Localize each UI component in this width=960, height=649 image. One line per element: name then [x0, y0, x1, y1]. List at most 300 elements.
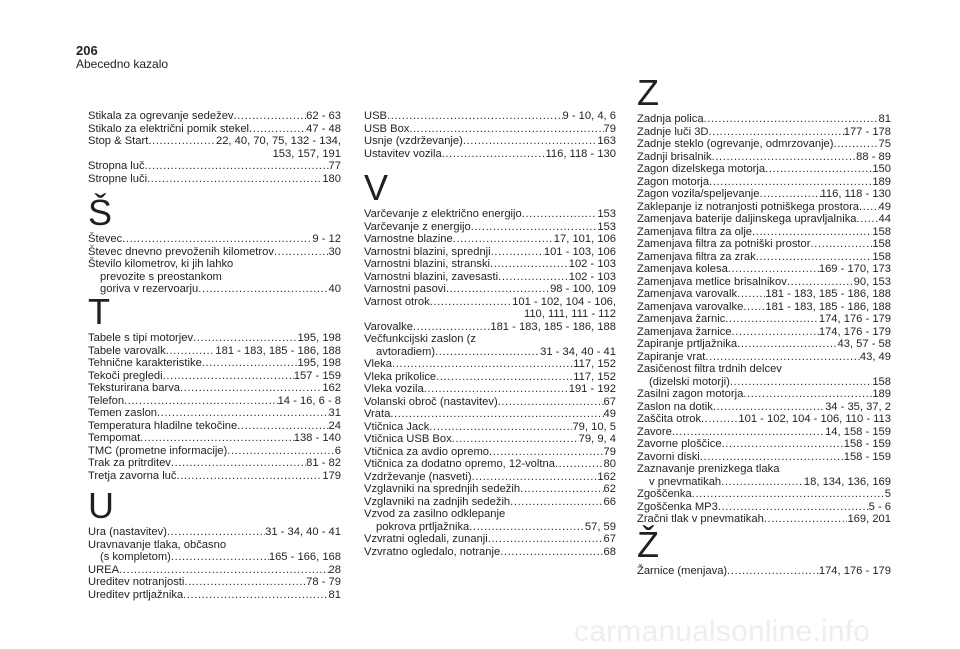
entry-pages: 181 - 183, 185 - 186, 188 [215, 344, 341, 357]
index-entry [88, 233, 341, 246]
dot-leader [453, 233, 554, 246]
entry-term: TMC (prometne informacije) [88, 444, 228, 457]
entry-pages: 78 - 79 [306, 576, 341, 588]
index-letter-heading: U [88, 485, 114, 526]
entry-term: Stop & Start [88, 135, 149, 147]
entry-pages: 43, 57 - 58 [837, 338, 891, 350]
entry-term: Zaslon na dotik [637, 400, 713, 413]
entry-pages: 180 [322, 172, 341, 185]
entry-pages: 191 - 192 [568, 383, 616, 395]
dot-leader [249, 123, 306, 136]
entry-term: Vleka [364, 358, 392, 370]
index-entry [637, 401, 891, 414]
dot-leader [430, 296, 512, 309]
entry-pages: 174, 176 - 179 [818, 565, 891, 577]
entry-term: Zavorni diski [637, 450, 700, 463]
entry-pages: 31 - 34, 40 - 41 [265, 526, 341, 538]
entry-term: Teksturirana barva [88, 382, 181, 394]
entry-term: Varčevanje z energijo [364, 220, 471, 233]
dot-leader [119, 564, 328, 577]
entry-pages: 6 [334, 444, 341, 457]
entry-pages: 47 - 48 [306, 122, 341, 135]
index-entry-heading: Zaznavanje prenizkega tlaka [637, 463, 780, 475]
entry-term: Zadnje steklo (ogrevanje, odmrzovanje) [637, 138, 834, 150]
entry-pages: 79, 10, 5 [572, 420, 616, 433]
index-entry [364, 110, 616, 123]
entry-pages: 57, 59 [584, 520, 616, 533]
dot-leader [787, 276, 854, 289]
entry-pages: 49 [603, 408, 616, 420]
index-letter-heading: T [88, 291, 110, 332]
entry-term: Trak za pritrditev [88, 457, 171, 469]
dot-leader [167, 526, 265, 539]
entry-pages-continued: 153, 157, 191 [272, 147, 341, 160]
entry-term: Zgoščenka MP3 [637, 500, 718, 513]
entry-pages: 138 - 140 [293, 432, 341, 444]
index-entry [637, 288, 891, 301]
index-entry [364, 371, 616, 384]
entry-pages: 177 - 178 [843, 125, 891, 138]
dot-leader [446, 283, 550, 296]
dot-leader [390, 408, 603, 421]
entry-term: Zadnje luči 3D [637, 125, 709, 138]
dot-leader [857, 213, 879, 226]
dot-leader [124, 395, 277, 408]
entry-pages: 116, 118 - 130 [545, 147, 616, 160]
index-entry [364, 221, 616, 234]
index-entry [364, 408, 616, 421]
entry-term: Varčevanje z električno energijo [364, 208, 522, 220]
entry-pages: 189 [872, 388, 891, 400]
entry-term: Zaščita otrok [637, 413, 702, 425]
entry-pages: 158 [872, 225, 891, 238]
entry-term: pokrova prtljažnika [376, 520, 470, 533]
dot-leader [765, 163, 872, 176]
index-entry [88, 110, 341, 123]
entry-term: Zamenjava metlice brisalnikov [637, 275, 787, 288]
index-entry [637, 351, 891, 364]
index-entry [88, 345, 341, 358]
entry-pages: 17, 101, 106 [553, 233, 616, 245]
index-entry [637, 338, 891, 351]
dot-leader [555, 458, 604, 471]
entry-pages: 31 [328, 407, 341, 419]
entry-pages: 158 - 159 [843, 450, 891, 463]
index-entry [364, 358, 616, 371]
index-entry-heading: Zasičenost filtra trdnih delcev [637, 363, 782, 375]
entry-term: Varnostni blazini, zavesasti [364, 270, 499, 283]
entry-pages: 153 [597, 208, 616, 220]
dot-leader [498, 396, 604, 409]
entry-term: Zagon motorja [637, 175, 710, 188]
dot-leader [442, 148, 546, 161]
entry-term: Zamenjava varovalk [637, 288, 738, 300]
entry-pages: 189 [872, 175, 891, 188]
entry-pages: 88 - 89 [856, 150, 891, 163]
index-entry [637, 326, 891, 339]
entry-term: Zamenjava varovalke [637, 300, 744, 313]
dot-leader [435, 346, 540, 359]
entry-pages: 77 [328, 160, 341, 172]
dot-leader [737, 288, 765, 301]
entry-term: Varnostni pasovi [364, 283, 446, 295]
entry-pages: 179 [322, 469, 341, 482]
entry-pages: 116, 118 - 130 [820, 188, 891, 200]
entry-pages: 66 [603, 495, 616, 508]
index-entry [364, 496, 616, 509]
dot-leader [713, 401, 825, 414]
index-entry [637, 301, 891, 314]
section-title: Abecedno kazalo [76, 57, 169, 71]
index-entry [364, 246, 616, 259]
entry-pages: 67 [603, 533, 616, 545]
index-entry [637, 488, 891, 501]
entry-pages: 162 [597, 470, 616, 483]
entry-term: Zagon vozila/speljevanje [637, 188, 760, 200]
entry-term: Tekoči pregledi [88, 369, 163, 382]
entry-term: Ura (nastavitev) [88, 526, 167, 538]
entry-pages: 31 - 34, 40 - 41 [540, 345, 616, 358]
entry-term: Zasilni zagon motorja [637, 388, 744, 400]
watermark: carmanualsonline.info [574, 615, 871, 648]
dot-leader [198, 283, 328, 296]
dot-leader [491, 246, 544, 259]
dot-leader [234, 110, 307, 123]
index-entry [637, 426, 891, 439]
index-entry [637, 201, 891, 214]
index-entry [88, 457, 341, 470]
dot-leader [452, 433, 579, 446]
index-entry [88, 526, 341, 539]
dot-leader [488, 533, 604, 546]
entry-term: Zavore [637, 425, 672, 438]
index-entry [88, 407, 341, 420]
index-entry-heading: Vzvod za zasilno odklepanje [364, 508, 506, 520]
dot-leader [704, 113, 879, 126]
dot-leader [701, 413, 738, 426]
entry-pages: 174, 176 - 179 [818, 313, 891, 325]
entry-pages: 102 - 103 [568, 258, 616, 270]
dot-leader [171, 457, 306, 470]
entry-term: Vzglavniki na sprednjih sedežih [364, 483, 521, 495]
index-entry [88, 576, 341, 589]
dot-leader [471, 221, 598, 234]
entry-pages: 169, 201 [847, 513, 891, 525]
entry-term: Zamenjava filtra za olje [637, 225, 753, 238]
entry-term: Vrata [364, 408, 391, 420]
index-entry [364, 533, 616, 546]
index-entry [364, 233, 616, 246]
index-entry [364, 421, 616, 434]
entry-term: Zapiranje prtljažnika [637, 338, 738, 350]
entry-term: Zamenjava baterije daljinskega upravljalnika [637, 213, 857, 225]
entry-term: Zračni tlak v pnevmatikah [637, 513, 764, 525]
entry-term: Zamenjava filtra za zrak [637, 250, 756, 263]
dot-leader [498, 271, 569, 284]
entry-term: Vzglavniki na zadnjih sedežih [364, 495, 511, 508]
dot-leader [274, 246, 329, 259]
entry-term: Temperatura hladilne tekočine [88, 419, 238, 432]
dot-leader [520, 483, 603, 496]
dot-leader [436, 371, 573, 384]
dot-leader [184, 576, 306, 589]
entry-term: Stikalo za električni pomik stekel [88, 122, 250, 135]
entry-term: Vzdrževanje (nasveti) [364, 470, 472, 483]
index-entry [88, 432, 341, 445]
index-block [88, 291, 341, 482]
dot-leader [721, 476, 804, 489]
entry-term: Zapiranje vrat [637, 350, 706, 363]
index-letter-heading: Z [637, 72, 659, 113]
entry-pages: 68 [603, 545, 616, 558]
entry-pages: 101 - 103, 106 [543, 245, 616, 258]
dot-leader [490, 258, 569, 271]
entry-term: Stropna luč [88, 160, 145, 172]
entry-term: Zamenjava kolesa [637, 263, 728, 275]
entry-pages: 153 [597, 220, 616, 233]
index-letter-heading: V [364, 167, 389, 208]
index-entry [637, 163, 891, 176]
entry-term: Vtičnica za dodatno opremo, 12-voltna [364, 458, 555, 470]
index-block [637, 524, 891, 578]
entry-pages: 101 - 102, 104 - 106, [512, 295, 616, 308]
dot-leader [743, 388, 872, 401]
entry-term: UREA [88, 563, 120, 576]
index-entry [88, 135, 341, 148]
dot-leader [424, 383, 569, 396]
entry-pages: 80 [603, 458, 616, 470]
dot-leader [122, 233, 312, 246]
dot-leader [202, 357, 298, 370]
dot-leader [672, 426, 825, 439]
index-entry [88, 357, 341, 370]
index-entry [364, 135, 616, 148]
dot-leader [732, 326, 819, 339]
entry-term: Zaklepanje iz notranjosti potniškega prostora [637, 200, 860, 213]
dot-leader [743, 301, 765, 314]
entry-pages: 174, 176 - 179 [818, 325, 891, 338]
dot-leader [859, 201, 879, 214]
entry-term: Zamenjava filtra za potniški prostor [637, 238, 811, 250]
index-block [88, 110, 341, 185]
dot-leader [148, 135, 216, 148]
entry-pages: 117, 152 [573, 370, 616, 383]
entry-pages: 157 - 159 [293, 369, 341, 382]
entry-pages: 181 - 183, 185 - 186, 188 [765, 288, 891, 300]
dot-leader [237, 420, 328, 433]
index-entry [637, 476, 891, 489]
index-entry [364, 396, 616, 409]
entry-pages: 79, 9, 4 [578, 433, 616, 445]
entry-term: Varnost otrok [364, 295, 430, 308]
entry-pages: 98 - 100, 109 [550, 283, 616, 295]
entry-pages: 9 - 12 [312, 233, 341, 245]
entry-pages: 43, 49 [859, 350, 891, 363]
entry-term: Varovalke [364, 320, 413, 333]
dot-leader [510, 496, 603, 509]
entry-term: avtoradiem) [376, 345, 436, 358]
entry-term: Vzvratno ogledalo, notranje [364, 545, 501, 558]
entry-pages: 195, 198 [297, 357, 341, 369]
index-entry [88, 283, 341, 296]
entry-term: (s kompletom) [100, 551, 171, 563]
index-entry [88, 445, 341, 458]
dot-leader [727, 565, 819, 578]
index-entry [637, 438, 891, 451]
index-entry-heading: prevozite s preostankom [100, 270, 222, 283]
entry-term: Ureditev notranjosti [88, 576, 185, 588]
dot-leader [140, 432, 293, 445]
entry-pages: 5 [884, 488, 891, 500]
index-entry [364, 471, 616, 484]
dot-leader [413, 321, 490, 334]
entry-term: Tretja zavorna luč [88, 469, 177, 482]
index-entry [637, 138, 891, 151]
entry-term: Varnostne blazine [364, 233, 453, 245]
index-entry [88, 173, 341, 186]
index-entry [364, 433, 616, 446]
entry-term: Zavorne ploščice [637, 438, 722, 450]
entry-pages: 44 [878, 213, 891, 225]
index-entry [88, 589, 341, 602]
entry-term: Stikala za ogrevanje sedežev [88, 110, 234, 122]
entry-pages: 117, 152 [573, 358, 616, 370]
entry-pages: 14, 158 - 159 [825, 425, 891, 438]
index-entry [364, 546, 616, 559]
index-entry [637, 263, 891, 276]
entry-pages: 67 [603, 395, 616, 408]
index-entry [364, 458, 616, 471]
entry-pages: 75 [878, 138, 891, 150]
entry-pages: 62 [603, 483, 616, 495]
entry-pages: 90, 153 [853, 275, 891, 288]
index-entry [364, 123, 616, 136]
index-block [88, 192, 341, 296]
dot-leader [429, 421, 572, 434]
index-entry [364, 258, 616, 271]
entry-term: USB Box [364, 122, 410, 135]
index-entry [637, 238, 891, 251]
index-entry [88, 332, 341, 345]
dot-leader [730, 376, 873, 389]
index-entry [637, 451, 891, 464]
entry-pages: 49 [878, 200, 891, 213]
index-entry [88, 246, 341, 259]
entry-term: Vtičnica za avdio opremo [364, 445, 489, 458]
dot-leader [166, 345, 216, 358]
dot-leader [472, 471, 598, 484]
index-entry [364, 321, 616, 334]
dot-leader [709, 176, 872, 189]
index-entry [637, 176, 891, 189]
dot-leader [392, 358, 573, 371]
page-number: 206 [76, 43, 98, 58]
index-entry [364, 383, 616, 396]
index-entry-heading: Uravnavanje tlaka, občasno [88, 538, 227, 551]
index-entry [637, 565, 891, 578]
index-entry [364, 346, 616, 359]
dot-leader [700, 451, 844, 464]
entry-pages: 158 - 159 [843, 438, 891, 450]
index-entry [88, 370, 341, 383]
index-entry [364, 148, 616, 161]
index-block [364, 167, 616, 558]
index-entry [88, 551, 341, 564]
index-entry [637, 501, 891, 514]
dot-leader [180, 382, 322, 395]
entry-term: Ustavitev vozila [364, 147, 442, 160]
entry-term: Tehnične karakteristike [88, 357, 202, 369]
entry-term: USB [364, 110, 388, 122]
index-entry [637, 151, 891, 164]
dot-leader [157, 407, 329, 420]
entry-pages: 79 [603, 122, 616, 135]
index-entry [637, 376, 891, 389]
entry-term: Telefon [88, 394, 125, 407]
index-entry [88, 382, 341, 395]
entry-pages: 81 [328, 588, 341, 601]
entry-pages: 169 - 170, 173 [818, 263, 891, 275]
index-entry [364, 283, 616, 296]
dot-leader [469, 521, 585, 534]
dot-leader [705, 351, 859, 364]
entry-pages: 195, 198 [297, 332, 341, 344]
index-entry [637, 188, 891, 201]
entry-pages-continued: 110, 111, 111 - 112 [523, 308, 616, 320]
dot-leader [718, 501, 869, 514]
entry-term: Števec dnevno prevoženih kilometrov [88, 245, 274, 258]
dot-leader [163, 370, 294, 383]
entry-pages: 22, 40, 70, 75, 132 - 134, [215, 135, 341, 147]
index-entry [364, 446, 616, 459]
entry-term: Vleka vozila [364, 383, 424, 395]
index-entry [637, 276, 891, 289]
dot-leader [756, 251, 873, 264]
entry-pages: 34 - 35, 37, 2 [825, 400, 891, 413]
entry-term: Zamenjava žarnic [637, 313, 726, 325]
index-entry [637, 388, 891, 401]
entry-pages: 24 [328, 419, 341, 432]
entry-pages: 181 - 183, 185 - 186, 188 [490, 320, 616, 333]
entry-term: Temen zaslon [88, 407, 158, 419]
index-entry [88, 420, 341, 433]
index-entry [637, 113, 891, 126]
dot-leader [171, 551, 269, 564]
dot-leader [760, 188, 821, 201]
entry-term: goriva v rezervoarju [100, 283, 199, 295]
entry-pages: 81 [878, 113, 891, 125]
entry-term: Stropne luči [88, 172, 148, 185]
entry-pages: 158 [872, 238, 891, 250]
dot-leader [752, 226, 872, 239]
index-entry [88, 160, 341, 173]
dot-leader [725, 313, 819, 326]
entry-pages: 62 - 63 [306, 110, 341, 122]
index-entry [637, 313, 891, 326]
dot-leader [463, 135, 597, 148]
dot-leader [145, 160, 329, 173]
entry-pages: 101 - 102, 104 - 106, 110 - 113 [738, 413, 891, 425]
entry-term: Vtičnica USB Box [364, 433, 452, 445]
entry-term: Vtičnica Jack [364, 420, 430, 433]
entry-term: Števec [88, 233, 123, 245]
index-block [88, 485, 341, 601]
entry-pages: 40 [328, 283, 341, 295]
index-entry [637, 251, 891, 264]
entry-term: Zagon dizelskega motorja [637, 163, 766, 175]
index-entry [637, 513, 891, 526]
dot-leader [409, 123, 603, 136]
